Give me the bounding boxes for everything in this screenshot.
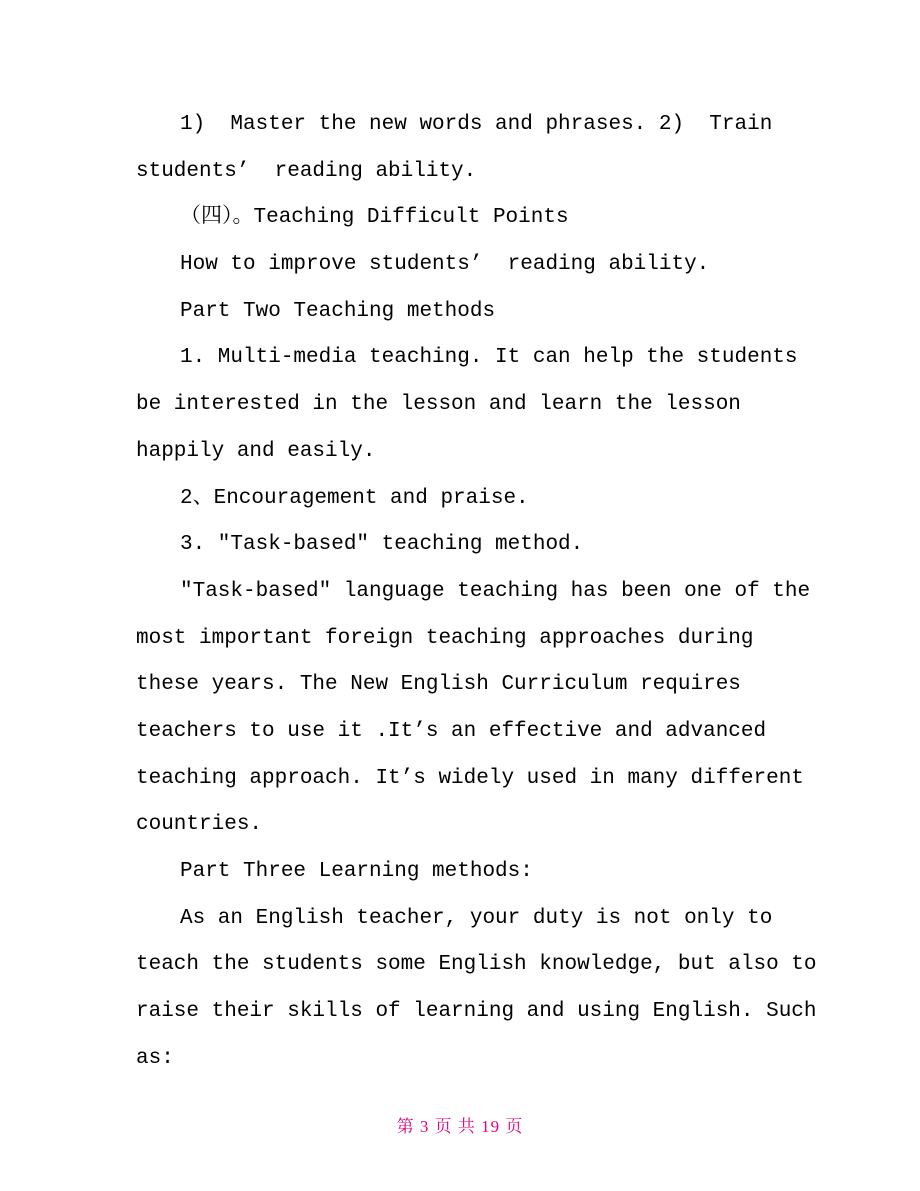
- text-line: teaching approach. It’s widely used in many different: [136, 766, 804, 790]
- text-line: 1) Master the new words and phrases. 2) Train: [180, 113, 773, 136]
- text-line: these years. The New English Curriculum requires: [136, 673, 741, 697]
- text-line: Part Two Teaching methods: [180, 299, 496, 323]
- text-line: 3. "Task-based" teaching method.: [180, 533, 584, 557]
- text-line: most important foreign teaching approaches during: [136, 626, 754, 650]
- text-line: As an English teacher, your duty is not only to: [180, 906, 773, 930]
- text-line: How to improve students’ reading ability.: [180, 253, 710, 277]
- page-number-footer: 第 3 页 共 19 页: [396, 1117, 524, 1136]
- text-line: teach the students some English knowledge, but also to: [136, 953, 817, 977]
- text-line: （四）。Teaching Difficult Points: [180, 206, 569, 230]
- text-line: teachers to use it .It’s an effective and advanced: [136, 719, 767, 743]
- text-line: be interested in the lesson and learn the lesson: [136, 393, 741, 417]
- text-line: 2、Encouragement and praise.: [180, 486, 529, 510]
- text-line: raise their skills of learning and using English. Such: [136, 1000, 817, 1024]
- text-line: happily and easily.: [136, 439, 376, 463]
- text-line: as:: [136, 1046, 174, 1070]
- text-line: Part Three Learning methods:: [180, 860, 533, 883]
- text-line: 1. Multi-media teaching. It can help the students: [180, 346, 798, 370]
- text-line: students’ reading ability.: [136, 159, 477, 183]
- text-line: "Task-based" language teaching has been one of the: [180, 579, 811, 603]
- document-body: [136, 102, 817, 1082]
- text-line: countries.: [136, 813, 263, 837]
